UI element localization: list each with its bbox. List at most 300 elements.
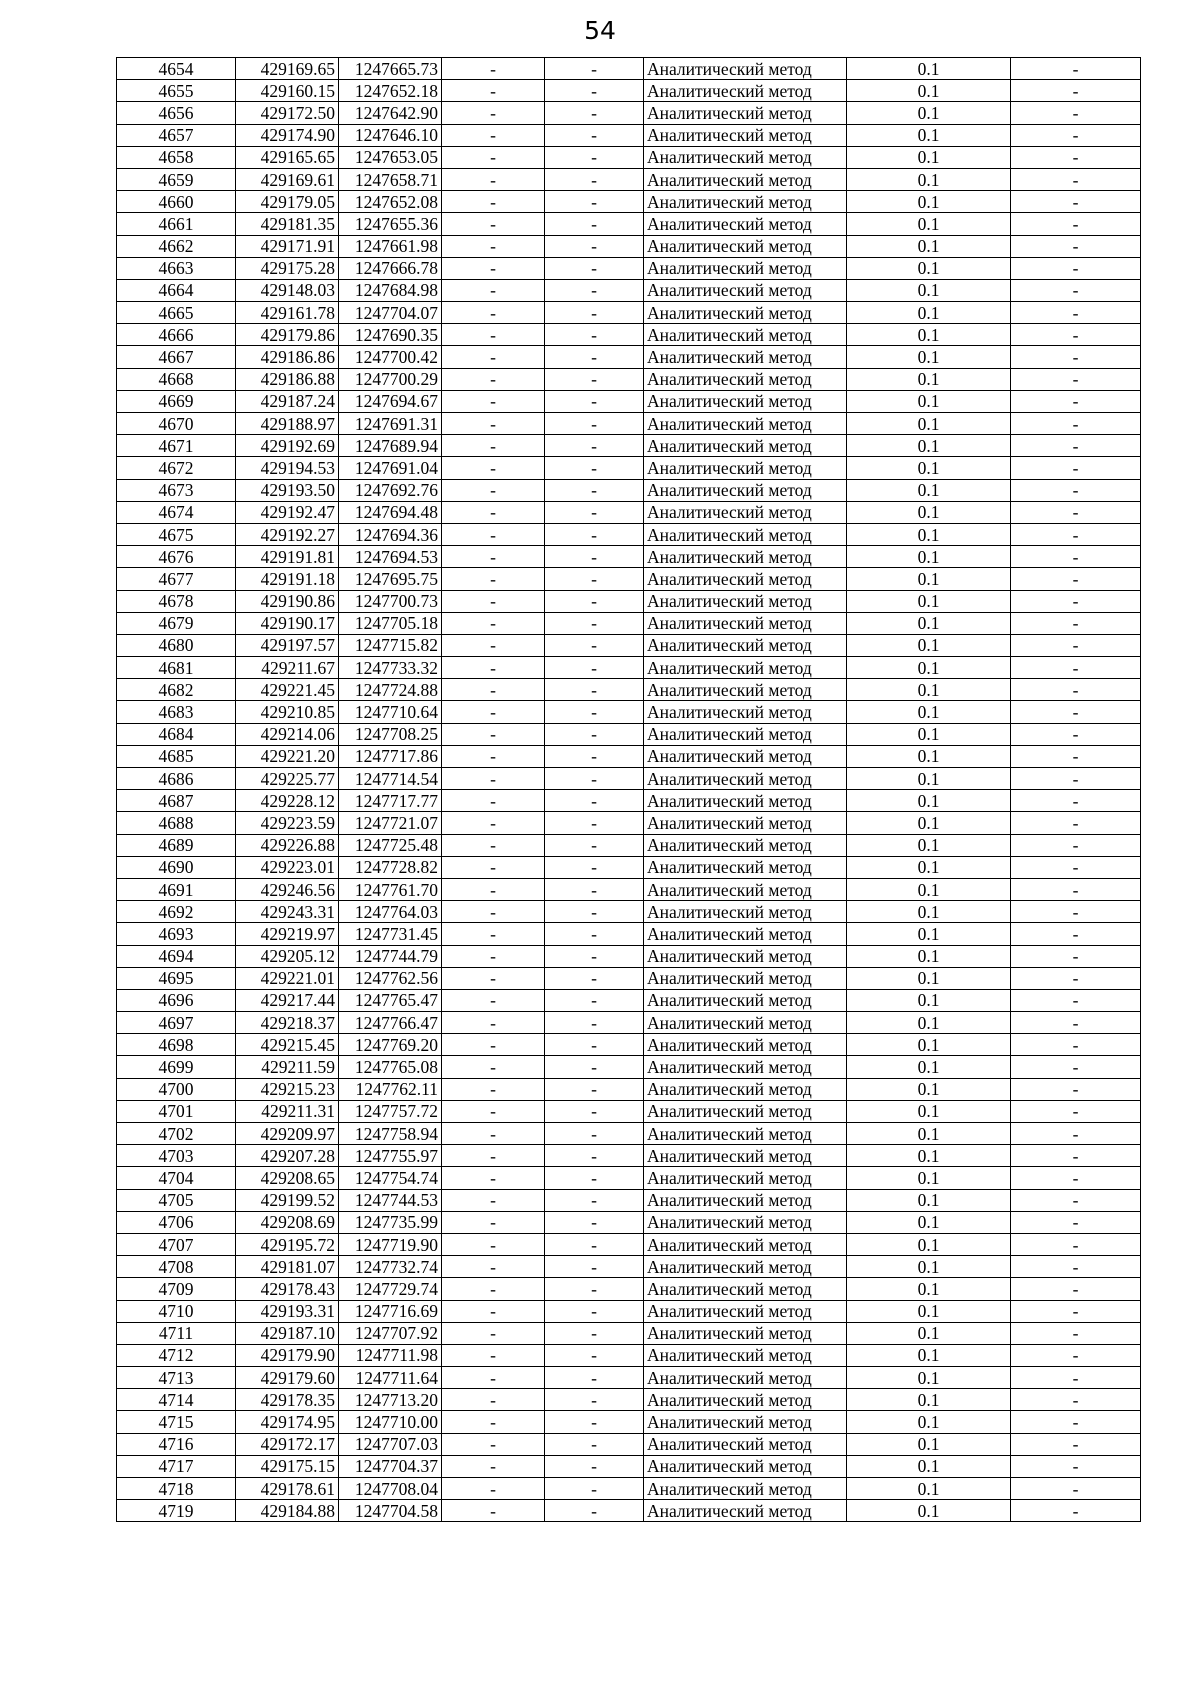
accuracy-cell: 0.1 [847,723,1011,745]
dash-cell: - [1011,146,1141,168]
point-number-cell: 4683 [117,701,236,723]
dash-cell: - [545,479,644,501]
point-number-cell: 4655 [117,80,236,102]
y-coordinate-cell: 1247658.71 [339,168,442,190]
method-cell: Аналитический метод [644,1455,847,1477]
dash-cell: - [1011,1100,1141,1122]
dash-cell: - [442,768,545,790]
accuracy-cell: 0.1 [847,790,1011,812]
table-row [117,368,1141,390]
dash-cell: - [1011,1012,1141,1034]
x-coordinate-cell: 429191.18 [236,568,339,590]
method-cell: Аналитический метод [644,58,847,80]
dash-cell: - [442,146,545,168]
dash-cell: - [1011,1300,1141,1322]
dash-cell: - [545,989,644,1011]
dash-cell: - [442,1389,545,1411]
dash-cell: - [442,235,545,257]
point-number-cell: 4656 [117,102,236,124]
y-coordinate-cell: 1247694.36 [339,523,442,545]
dash-cell: - [545,1500,644,1522]
y-coordinate-cell: 1247757.72 [339,1100,442,1122]
point-number-cell: 4693 [117,923,236,945]
dash-cell: - [1011,479,1141,501]
table-row [117,612,1141,634]
accuracy-cell: 0.1 [847,989,1011,1011]
x-coordinate-cell: 429171.91 [236,235,339,257]
table-row [117,58,1141,80]
x-coordinate-cell: 429175.15 [236,1455,339,1477]
method-cell: Аналитический метод [644,279,847,301]
dash-cell: - [442,80,545,102]
point-number-cell: 4691 [117,878,236,900]
table-row [117,568,1141,590]
point-number-cell: 4705 [117,1189,236,1211]
x-coordinate-cell: 429193.50 [236,479,339,501]
y-coordinate-cell: 1247708.25 [339,723,442,745]
x-coordinate-cell: 429205.12 [236,945,339,967]
point-number-cell: 4687 [117,790,236,812]
dash-cell: - [442,1034,545,1056]
dash-cell: - [442,58,545,80]
accuracy-cell: 0.1 [847,1233,1011,1255]
dash-cell: - [545,679,644,701]
accuracy-cell: 0.1 [847,1189,1011,1211]
x-coordinate-cell: 429246.56 [236,878,339,900]
method-cell: Аналитический метод [644,523,847,545]
accuracy-cell: 0.1 [847,812,1011,834]
dash-cell: - [442,568,545,590]
x-coordinate-cell: 429178.43 [236,1278,339,1300]
method-cell: Аналитический метод [644,1500,847,1522]
dash-cell: - [1011,80,1141,102]
table-row [117,1233,1141,1255]
x-coordinate-cell: 429211.59 [236,1056,339,1078]
point-number-cell: 4658 [117,146,236,168]
dash-cell: - [1011,191,1141,213]
accuracy-cell: 0.1 [847,1433,1011,1455]
point-number-cell: 4660 [117,191,236,213]
dash-cell: - [1011,568,1141,590]
dash-cell: - [442,790,545,812]
dash-cell: - [545,967,644,989]
y-coordinate-cell: 1247765.47 [339,989,442,1011]
x-coordinate-cell: 429194.53 [236,457,339,479]
table-row [117,1322,1141,1344]
dash-cell: - [545,657,644,679]
method-cell: Аналитический метод [644,168,847,190]
method-cell: Аналитический метод [644,257,847,279]
x-coordinate-cell: 429228.12 [236,790,339,812]
point-number-cell: 4698 [117,1034,236,1056]
y-coordinate-cell: 1247733.32 [339,657,442,679]
y-coordinate-cell: 1247694.48 [339,501,442,523]
dash-cell: - [442,657,545,679]
table-row [117,945,1141,967]
table-row [117,1433,1141,1455]
point-number-cell: 4703 [117,1145,236,1167]
y-coordinate-cell: 1247694.53 [339,546,442,568]
method-cell: Аналитический метод [644,923,847,945]
dash-cell: - [1011,1211,1141,1233]
method-cell: Аналитический метод [644,546,847,568]
accuracy-cell: 0.1 [847,1100,1011,1122]
dash-cell: - [545,146,644,168]
table-row [117,723,1141,745]
point-number-cell: 4686 [117,768,236,790]
accuracy-cell: 0.1 [847,1389,1011,1411]
point-number-cell: 4695 [117,967,236,989]
dash-cell: - [1011,1411,1141,1433]
point-number-cell: 4711 [117,1322,236,1344]
x-coordinate-cell: 429192.47 [236,501,339,523]
x-coordinate-cell: 429218.37 [236,1012,339,1034]
table-row [117,1123,1141,1145]
y-coordinate-cell: 1247728.82 [339,856,442,878]
y-coordinate-cell: 1247700.73 [339,590,442,612]
point-number-cell: 4689 [117,834,236,856]
accuracy-cell: 0.1 [847,1078,1011,1100]
point-number-cell: 4668 [117,368,236,390]
dash-cell: - [1011,1123,1141,1145]
dash-cell: - [442,1145,545,1167]
dash-cell: - [442,856,545,878]
dash-cell: - [545,390,644,412]
method-cell: Аналитический метод [644,302,847,324]
method-cell: Аналитический метод [644,1344,847,1366]
table-row [117,812,1141,834]
dash-cell: - [442,1478,545,1500]
table-row [117,523,1141,545]
dash-cell: - [545,1478,644,1500]
dash-cell: - [1011,1322,1141,1344]
accuracy-cell: 0.1 [847,168,1011,190]
accuracy-cell: 0.1 [847,679,1011,701]
dash-cell: - [545,191,644,213]
table-row [117,435,1141,457]
method-cell: Аналитический метод [644,213,847,235]
x-coordinate-cell: 429210.85 [236,701,339,723]
accuracy-cell: 0.1 [847,568,1011,590]
table-row [117,1012,1141,1034]
point-number-cell: 4680 [117,634,236,656]
table-row [117,235,1141,257]
dash-cell: - [545,701,644,723]
table-row [117,80,1141,102]
y-coordinate-cell: 1247724.88 [339,679,442,701]
dash-cell: - [1011,723,1141,745]
dash-cell: - [1011,1500,1141,1522]
x-coordinate-cell: 429197.57 [236,634,339,656]
dash-cell: - [1011,790,1141,812]
dash-cell: - [1011,878,1141,900]
dash-cell: - [442,590,545,612]
y-coordinate-cell: 1247694.67 [339,390,442,412]
point-number-cell: 4674 [117,501,236,523]
x-coordinate-cell: 429208.69 [236,1211,339,1233]
table-row [117,1278,1141,1300]
y-coordinate-cell: 1247714.54 [339,768,442,790]
point-number-cell: 4678 [117,590,236,612]
point-number-cell: 4688 [117,812,236,834]
table-row [117,1389,1141,1411]
point-number-cell: 4679 [117,612,236,634]
dash-cell: - [442,945,545,967]
dash-cell: - [545,501,644,523]
point-number-cell: 4714 [117,1389,236,1411]
y-coordinate-cell: 1247735.99 [339,1211,442,1233]
accuracy-cell: 0.1 [847,1278,1011,1300]
dash-cell: - [1011,324,1141,346]
dash-cell: - [545,1123,644,1145]
accuracy-cell: 0.1 [847,235,1011,257]
dash-cell: - [442,1455,545,1477]
x-coordinate-cell: 429181.35 [236,213,339,235]
dash-cell: - [442,546,545,568]
dash-cell: - [1011,168,1141,190]
dash-cell: - [442,324,545,346]
dash-cell: - [1011,923,1141,945]
x-coordinate-cell: 429207.28 [236,1145,339,1167]
table-row [117,834,1141,856]
accuracy-cell: 0.1 [847,1145,1011,1167]
y-coordinate-cell: 1247761.70 [339,878,442,900]
dash-cell: - [545,546,644,568]
method-cell: Аналитический метод [644,856,847,878]
method-cell: Аналитический метод [644,1300,847,1322]
x-coordinate-cell: 429192.27 [236,523,339,545]
dash-cell: - [442,878,545,900]
accuracy-cell: 0.1 [847,612,1011,634]
dash-cell: - [442,1367,545,1389]
dash-cell: - [545,413,644,435]
dash-cell: - [442,501,545,523]
table-row [117,1411,1141,1433]
accuracy-cell: 0.1 [847,967,1011,989]
dash-cell: - [442,191,545,213]
method-cell: Аналитический метод [644,1100,847,1122]
accuracy-cell: 0.1 [847,1012,1011,1034]
table-row [117,1500,1141,1522]
method-cell: Аналитический метод [644,1411,847,1433]
accuracy-cell: 0.1 [847,102,1011,124]
dash-cell: - [1011,501,1141,523]
dash-cell: - [545,368,644,390]
dash-cell: - [442,302,545,324]
dash-cell: - [1011,812,1141,834]
y-coordinate-cell: 1247707.03 [339,1433,442,1455]
dash-cell: - [1011,1233,1141,1255]
x-coordinate-cell: 429172.17 [236,1433,339,1455]
dash-cell: - [545,1189,644,1211]
dash-cell: - [545,1100,644,1122]
accuracy-cell: 0.1 [847,701,1011,723]
y-coordinate-cell: 1247704.07 [339,302,442,324]
table-row [117,1145,1141,1167]
method-cell: Аналитический метод [644,945,847,967]
method-cell: Аналитический метод [644,679,847,701]
y-coordinate-cell: 1247711.64 [339,1367,442,1389]
dash-cell: - [1011,1389,1141,1411]
point-number-cell: 4681 [117,657,236,679]
method-cell: Аналитический метод [644,568,847,590]
accuracy-cell: 0.1 [847,745,1011,767]
dash-cell: - [1011,1189,1141,1211]
y-coordinate-cell: 1247725.48 [339,834,442,856]
method-cell: Аналитический метод [644,1056,847,1078]
dash-cell: - [1011,390,1141,412]
dash-cell: - [1011,768,1141,790]
accuracy-cell: 0.1 [847,1167,1011,1189]
dash-cell: - [545,1233,644,1255]
point-number-cell: 4716 [117,1433,236,1455]
x-coordinate-cell: 429169.61 [236,168,339,190]
method-cell: Аналитический метод [644,745,847,767]
table-row [117,546,1141,568]
point-number-cell: 4696 [117,989,236,1011]
method-cell: Аналитический метод [644,191,847,213]
point-number-cell: 4718 [117,1478,236,1500]
dash-cell: - [1011,346,1141,368]
dash-cell: - [442,368,545,390]
dash-cell: - [545,1433,644,1455]
y-coordinate-cell: 1247766.47 [339,1012,442,1034]
dash-cell: - [442,612,545,634]
dash-cell: - [1011,546,1141,568]
y-coordinate-cell: 1247689.94 [339,435,442,457]
table-row [117,1100,1141,1122]
y-coordinate-cell: 1247717.86 [339,745,442,767]
dash-cell: - [545,723,644,745]
dash-cell: - [1011,279,1141,301]
table-row [117,1078,1141,1100]
point-number-cell: 4670 [117,413,236,435]
method-cell: Аналитический метод [644,346,847,368]
table-row [117,1344,1141,1366]
dash-cell: - [545,790,644,812]
x-coordinate-cell: 429175.28 [236,257,339,279]
y-coordinate-cell: 1247721.07 [339,812,442,834]
method-cell: Аналитический метод [644,1367,847,1389]
accuracy-cell: 0.1 [847,1344,1011,1366]
accuracy-cell: 0.1 [847,834,1011,856]
dash-cell: - [545,1300,644,1322]
accuracy-cell: 0.1 [847,1500,1011,1522]
x-coordinate-cell: 429184.88 [236,1500,339,1522]
method-cell: Аналитический метод [644,1034,847,1056]
method-cell: Аналитический метод [644,1123,847,1145]
accuracy-cell: 0.1 [847,1322,1011,1344]
y-coordinate-cell: 1247704.37 [339,1455,442,1477]
y-coordinate-cell: 1247653.05 [339,146,442,168]
table-row [117,1167,1141,1189]
method-cell: Аналитический метод [644,1211,847,1233]
coordinates-table [116,57,1141,1522]
x-coordinate-cell: 429225.77 [236,768,339,790]
x-coordinate-cell: 429179.60 [236,1367,339,1389]
dash-cell: - [545,1455,644,1477]
x-coordinate-cell: 429188.97 [236,413,339,435]
method-cell: Аналитический метод [644,102,847,124]
method-cell: Аналитический метод [644,834,847,856]
method-cell: Аналитический метод [644,435,847,457]
dash-cell: - [545,346,644,368]
x-coordinate-cell: 429211.67 [236,657,339,679]
dash-cell: - [442,989,545,1011]
x-coordinate-cell: 429221.01 [236,967,339,989]
dash-cell: - [442,1500,545,1522]
method-cell: Аналитический метод [644,812,847,834]
dash-cell: - [545,1056,644,1078]
accuracy-cell: 0.1 [847,124,1011,146]
dash-cell: - [442,457,545,479]
dash-cell: - [1011,235,1141,257]
dash-cell: - [1011,257,1141,279]
accuracy-cell: 0.1 [847,945,1011,967]
table-row [117,901,1141,923]
dash-cell: - [545,812,644,834]
point-number-cell: 4712 [117,1344,236,1366]
table-row [117,168,1141,190]
point-number-cell: 4675 [117,523,236,545]
accuracy-cell: 0.1 [847,523,1011,545]
dash-cell: - [442,102,545,124]
point-number-cell: 4671 [117,435,236,457]
accuracy-cell: 0.1 [847,279,1011,301]
table-row [117,1300,1141,1322]
x-coordinate-cell: 429217.44 [236,989,339,1011]
accuracy-cell: 0.1 [847,768,1011,790]
method-cell: Аналитический метод [644,324,847,346]
method-cell: Аналитический метод [644,390,847,412]
dash-cell: - [442,168,545,190]
point-number-cell: 4694 [117,945,236,967]
dash-cell: - [1011,834,1141,856]
x-coordinate-cell: 429221.45 [236,679,339,701]
table-row [117,989,1141,1011]
x-coordinate-cell: 429219.97 [236,923,339,945]
point-number-cell: 4654 [117,58,236,80]
x-coordinate-cell: 429208.65 [236,1167,339,1189]
dash-cell: - [442,834,545,856]
x-coordinate-cell: 429181.07 [236,1256,339,1278]
dash-cell: - [442,1189,545,1211]
table-row [117,457,1141,479]
y-coordinate-cell: 1247710.64 [339,701,442,723]
dash-cell: - [1011,967,1141,989]
dash-cell: - [442,1300,545,1322]
dash-cell: - [442,901,545,923]
accuracy-cell: 0.1 [847,58,1011,80]
dash-cell: - [545,279,644,301]
y-coordinate-cell: 1247758.94 [339,1123,442,1145]
table-row [117,102,1141,124]
method-cell: Аналитический метод [644,701,847,723]
dash-cell: - [442,812,545,834]
x-coordinate-cell: 429169.65 [236,58,339,80]
y-coordinate-cell: 1247765.08 [339,1056,442,1078]
dash-cell: - [545,901,644,923]
dash-cell: - [1011,1433,1141,1455]
method-cell: Аналитический метод [644,80,847,102]
method-cell: Аналитический метод [644,1256,847,1278]
y-coordinate-cell: 1247719.90 [339,1233,442,1255]
x-coordinate-cell: 429199.52 [236,1189,339,1211]
method-cell: Аналитический метод [644,1278,847,1300]
x-coordinate-cell: 429187.24 [236,390,339,412]
y-coordinate-cell: 1247707.92 [339,1322,442,1344]
dash-cell: - [442,1433,545,1455]
